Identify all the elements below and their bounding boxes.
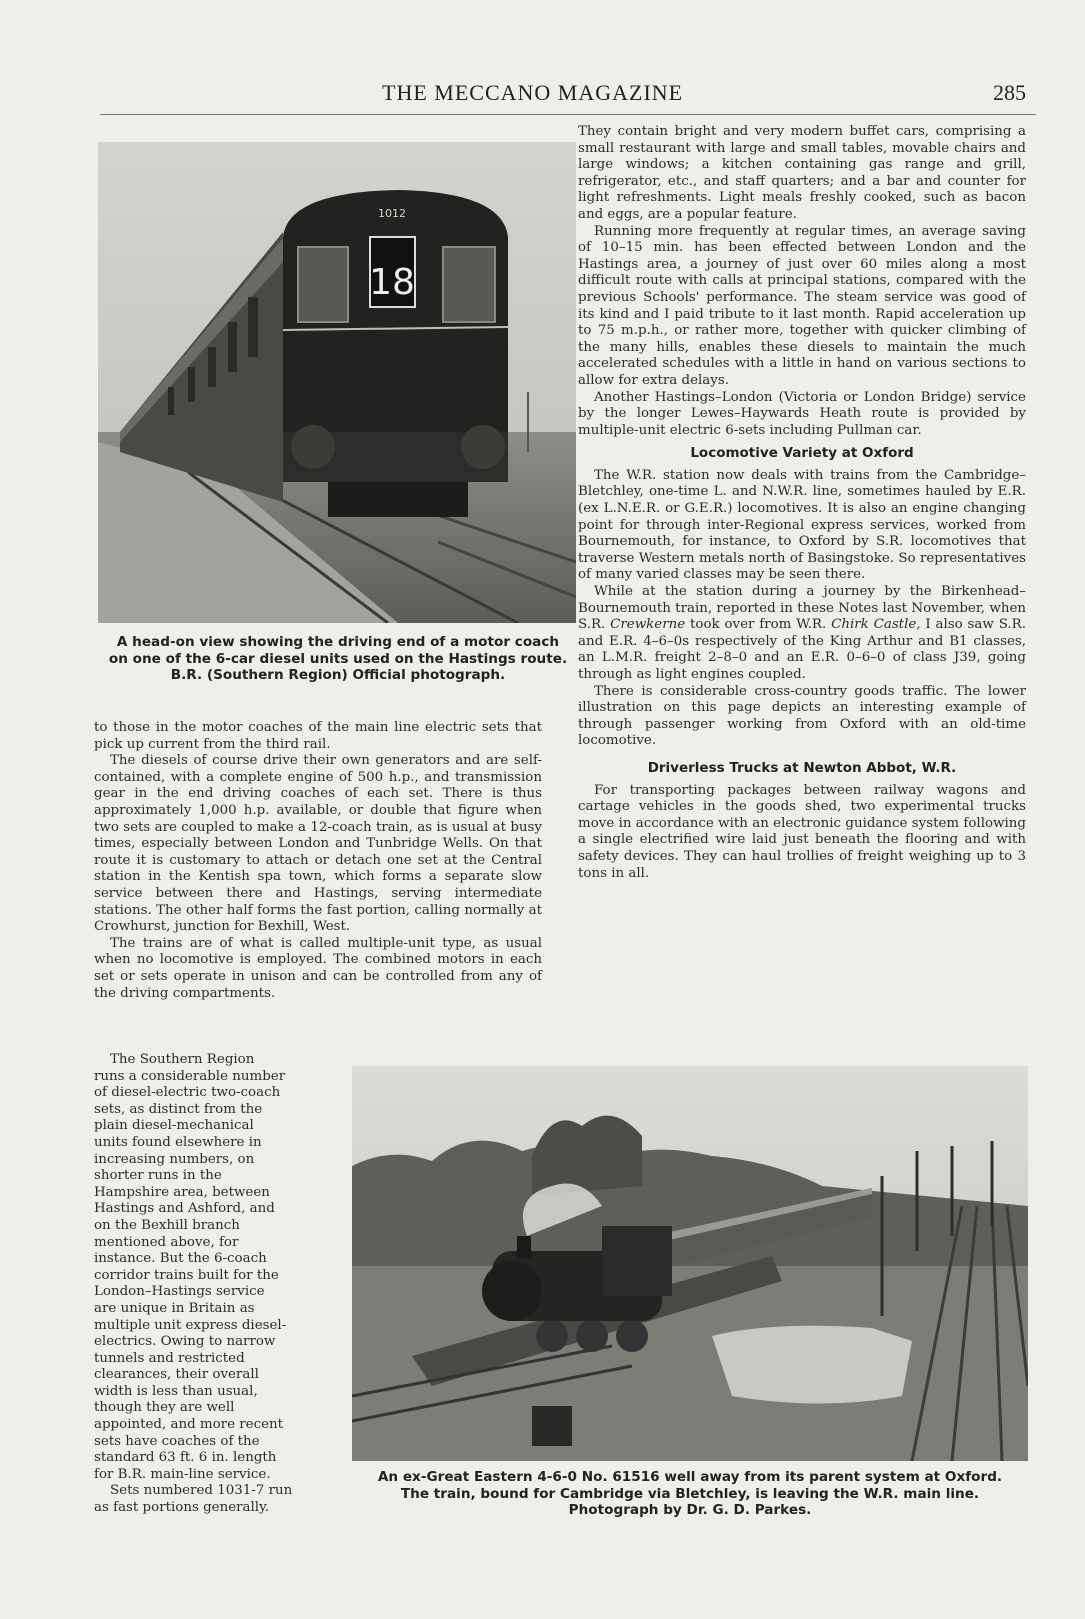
- narrow-column-line: clearances, their overall: [94, 1367, 259, 1383]
- narrow-column-line: shorter runs in the: [94, 1168, 222, 1184]
- narrow-column-line: sets have coaches of the: [94, 1433, 260, 1449]
- narrow-column-line: for B.R. main-line service.: [94, 1466, 271, 1482]
- steam-locomotive-photo: [352, 1066, 1028, 1461]
- section-heading: Driverless Trucks at Newton Abbot, W.R.: [647, 759, 957, 776]
- header-rule: [100, 114, 1036, 115]
- headcode-text: 18: [369, 262, 415, 303]
- narrow-column-line: though they are well: [94, 1400, 235, 1416]
- paragraph: to those in the motor coaches of the main line electric sets that pick up current from the third rail.: [94, 720, 542, 752]
- paragraph: The W.R. station now deals with trains from the Cambridge–Bletchley, one-time L. and N.W.R. line, sometimes hauled by E.R. (ex L.N.E.R. or G.E.R.) locomotives. It is also an engine changing point for through inter-Regional express services, worked from Bournemouth, for instance, to Oxford by S.R. locomotives that traverse Western metals north of Basingstoke. So representatives of many varied classes may be seen there.: [578, 467, 1026, 583]
- photo2-caption-line: Photograph by Dr. G. D. Parkes.: [568, 1502, 812, 1518]
- narrow-column-line: corridor trains built for the: [94, 1267, 279, 1283]
- narrow-column-line: as fast portions generally.: [94, 1500, 270, 1516]
- unit-number-text: 1012: [378, 207, 406, 220]
- narrow-column-line: width is less than usual,: [94, 1383, 258, 1399]
- narrow-column-lines: [94, 1052, 318, 1517]
- narrow-column-line: appointed, and more recent: [94, 1417, 284, 1433]
- narrow-column-line: of diesel-electric two-coach: [94, 1085, 281, 1101]
- narrow-column-line: increasing numbers, on: [94, 1151, 255, 1167]
- narrow-column-line: mentioned above, for: [94, 1234, 239, 1250]
- magazine-title: THE MECCANO MAGAZINE: [382, 80, 684, 105]
- narrow-column-line: The Southern Region: [110, 1052, 255, 1067]
- narrow-column-line: units found elsewhere in: [94, 1134, 262, 1150]
- photo2-caption-line: An ex-Great Eastern 4-6-0 No. 61516 well away from its parent system at Oxford.: [377, 1469, 1003, 1485]
- narrow-column-line: sets, as distinct from the: [94, 1101, 263, 1117]
- photo1-caption: [90, 634, 586, 684]
- narrow-column-line: London–Hastings service: [94, 1284, 265, 1300]
- page-number: 285: [993, 80, 1026, 105]
- left-column: [94, 720, 542, 1002]
- locomotive-name: Crewkerne: [610, 617, 686, 633]
- narrow-column-line: plain diesel-mechanical: [94, 1118, 254, 1134]
- narrow-column: [94, 1052, 318, 1517]
- narrow-column-line: standard 63 ft. 6 in. length: [94, 1450, 277, 1466]
- narrow-column-line: tunnels and restricted: [94, 1350, 245, 1366]
- narrow-column-line: Hampshire area, between: [94, 1184, 270, 1200]
- photo1-caption-line: B.R. (Southern Region) Official photograph.: [170, 667, 506, 683]
- narrow-column-line: on the Bexhill branch: [94, 1217, 240, 1233]
- text-run: took over from W.R.: [685, 617, 832, 633]
- photo2-caption: [342, 1469, 1038, 1519]
- paragraph: Running more frequently at regular times, an average saving of 10–15 min. has been effected between London and the Hastings area, a journey of just over 60 miles along a most difficult route with calls at principal stations, compared with the previous Schools' performance. The steam service was good of its kind and I paid tribute to it last month. Rapid acceleration up to 75 m.p.h., or rather more, together with quicker climbing of the many hills, enables these diesels to maintain the much accelerated schedules with a little in hand on various sections to allow for extra delays.: [578, 223, 1026, 388]
- narrow-column-line: runs a considerable number: [94, 1068, 286, 1084]
- narrow-column-line: multiple unit express diesel-: [94, 1317, 287, 1333]
- paragraph: [578, 584, 1026, 684]
- right-column: [578, 124, 1026, 882]
- photo1-caption-line: on one of the 6-car diesel units used on the Hastings route.: [108, 650, 568, 667]
- diesel-unit-photo: [98, 142, 576, 623]
- section-heading: Locomotive Variety at Oxford: [690, 445, 914, 462]
- narrow-column-line: electrics. Owing to narrow: [94, 1334, 276, 1350]
- locomotive-name: Chirk Castle,: [831, 617, 921, 633]
- photo1-caption-line: A head-on view showing the driving end of a motor coach: [116, 634, 560, 650]
- paragraph: For transporting packages between railway wagons and cartage vehicles in the goods shed, two experimental trucks move in accordance with an electronic guidance system following a single electrified wire laid just beneath the flooring and with safety devices. They can haul trollies of freight weighing up to 3 tons in all.: [578, 782, 1026, 881]
- paragraph: There is considerable cross-country goods traffic. The lower illustration on this page depicts an interesting example of through passenger working from Oxford with an old-time locomotive.: [578, 683, 1026, 749]
- narrow-column-line: Sets numbered 1031-7 run: [110, 1483, 293, 1499]
- text-run: I also saw S.R. and E.R. 4–6–0s respectively of the King Arthur and B1 classes, an L.M.R. freight 2–8–0 and an E.R. 0–6–0 of class J39, going through as light engines coupled.: [578, 617, 1026, 682]
- narrow-column-line: instance. But the 6-coach: [94, 1251, 267, 1267]
- paragraph: The diesels of course drive their own generators and are self-contained, with a complete engine of 500 h.p., and transmission gear in the end driving coaches of each set. There is thus approximately 1,000 h.p. available, or double that figure when two sets are coupled to make a 12-coach train, as is usual at busy times, especially between London and Tunbridge Wells. On that route it is customary to attach or detach one set at the Central station in the Kentish spa town, which forms a separate slow service between there and Hastings, serving intermediate stations. The other half forms the fast portion, calling normally at Crowhurst, junction for Bexhill, West.: [94, 753, 542, 935]
- narrow-column-line: are unique in Britain as: [94, 1300, 255, 1316]
- text-run: While at the station during a journey by the Birkenhead–Bournemouth train, reported in these Notes last November, when S.R.: [578, 584, 1026, 633]
- paragraph: The trains are of what is called multiple-unit type, as usual when no locomotive is employed. The combined motors in each set or sets operate in unison and can be controlled from any of the driving compartments.: [94, 935, 542, 1001]
- narrow-column-line: Hastings and Ashford, and: [94, 1201, 275, 1217]
- paragraph: Another Hastings–London (Victoria or London Bridge) service by the longer Lewes–Haywards Heath route is provided by multiple-unit electric 6-sets including Pullman car.: [578, 389, 1026, 438]
- page-header: [100, 80, 1036, 116]
- photo2-caption-line: The train, bound for Cambridge via Bletchley, is leaving the W.R. main line.: [400, 1485, 980, 1502]
- paragraph: They contain bright and very modern buffet cars, comprising a small restaurant with large and small tables, movable chairs and large windows; a kitchen containing gas range and grill, refrigerator, etc., and staff quarters; and a bar and counter for light refreshments. Light meals freshly cooked, such as bacon and eggs, are a popular feature.: [578, 124, 1026, 222]
